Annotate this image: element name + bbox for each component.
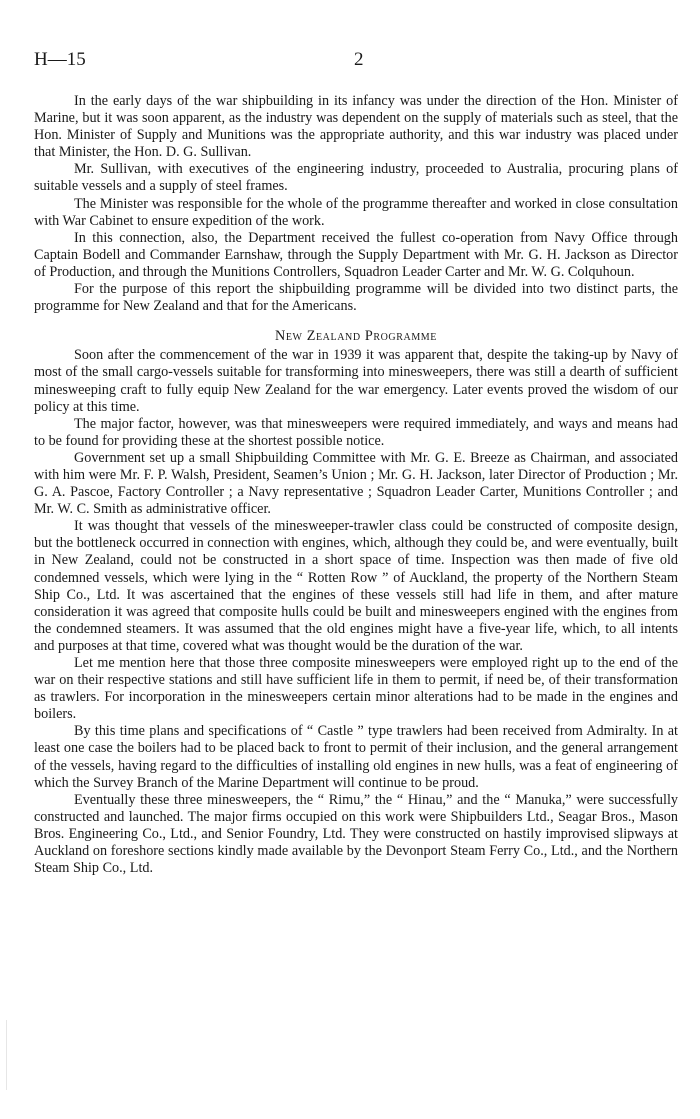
paragraph-composite-design: It was thought that vessels of the minesweeper-trawler class could be constructed of composite design, but the bottleneck occurred in connection with engines, which, although they could be, and were eventually, built in New Zealand, could not be constructed in a short space of time. Inspection was then made of five old condemned vessels, which were lying in the “ Rotten Row ” of Auckland, the property of the Northern Steam Ship Co., Ltd. It was ascertained that the engines of these vessels still had life in them, and after mature consideration it was agreed that composite hulls could be built and minesweepers engined with the engines from the condemned steamers. It was assumed that the old engines might have a five-year life, which, to all intents and purposes at that time, covered what was thought would be the duration of the war. [34,518,678,654]
paragraph-programme-division: For the purpose of this report the shipbuilding programme will be divided into two distinct parts, the programme for New Zealand and that for the Americans. [34,281,678,315]
paragraph-castle-trawlers: By this time plans and specifications of “ Castle ” type trawlers had been received from Admiralty. In at least one case the boilers had to be placed back to front to permit of their inclusion, and the general arrangement of the vessels, having regard to the difficulties of installing old engines in new hulls, was a feat of engineering of which the Survey Branch of the Marine Department will continue to be proud. [34,723,678,791]
paragraph-shipbuilding-committee: Government set up a small Shipbuilding Committee with Mr. G. E. Breeze as Chairman, and associated with him were Mr. F. P. Walsh, President, Seamen’s Union ; Mr. G. H. Jackson, later Director of Production ; Mr. G. A. Pascoe, Factory Controller ; a Navy representative ; Squadron Leader Carter, Munitions Controller ; and Mr. W. C. Smith as administrative officer. [34,449,678,518]
section-heading-new-zealand-programme: New Zealand Programme [274,328,438,345]
paragraph-ministerial-direction: In the early days of the war shipbuilding in its infancy was under the direction of the Hon. Minister of Marine, but it was soon apparent, as the industry was dependent on the supply of materials such as steel, that the Hon. Minister of Supply and Munitions was the appropriate authority, and this war industry was placed under that Minister, the Hon. D. G. Sullivan. [34,93,678,161]
document-reference: H—15 [34,49,86,70]
paragraph-minesweeper-service: Let me mention here that those three composite minesweepers were employed right up to the end of the war on their respective stations and still have sufficient life in them to permit, if need be, of their transformation as trawlers. For incorporation in the minesweepers certain minor alterations had to be made in the engines and boilers. [34,655,678,723]
paragraph-launch: Eventually these three minesweepers, the “ Rimu,” the “ Hinau,” and the “ Manuka,” were successfully constructed and launched. The major firms occupied on this work were Shipbuilders Ltd., Seagar Bros., Mason Bros. Engineering Co., Ltd., and Senior Foundry, Ltd. They were constructed on hastily improvised slipways at Auckland on foreshore sections kindly made available by the Devonport Steam Ferry Co., Ltd., and the Northern Steam Ship Co., Ltd. [34,791,678,877]
paragraph-minesweeper-shortage: Soon after the commencement of the war in 1939 it was apparent that, despite the taking-up by Navy of most of the small cargo-vessels suitable for transforming into minesweepers, there was still a dearth of sufficient minesweeping craft to fully equip New Zealand for the war emergency. Later events proved the wisdom of our policy at this time. [34,347,678,415]
paragraph-cooperation: In this connection, also, the Department received the fullest co-operation from Navy Office through Captain Bodell and Commander Earnshaw, through the Supply Department with Mr. G. H. Jackson as Director of Production, and through the Munitions Controllers, Squadron Leader Carter and Mr. W. G. Colquhoun. [34,229,678,280]
paragraph-australia-visit: Mr. Sullivan, with executives of the engineering industry, proceeded to Australia, procuring plans of suitable vessels and a supply of steel frames. [34,161,678,195]
paragraph-minister-responsibility: The Minister was responsible for the whole of the programme thereafter and worked in close consultation with War Cabinet to ensure expedition of the work. [34,195,678,229]
body-text [34,93,678,877]
page-number: 2 [354,49,364,70]
margin-rule [6,1020,7,1090]
paragraph-major-factor: The major factor, however, was that minesweepers were required immediately, and ways and means had to be found for providing these at the shortest possible notice. [34,415,678,449]
page-header [34,48,674,72]
